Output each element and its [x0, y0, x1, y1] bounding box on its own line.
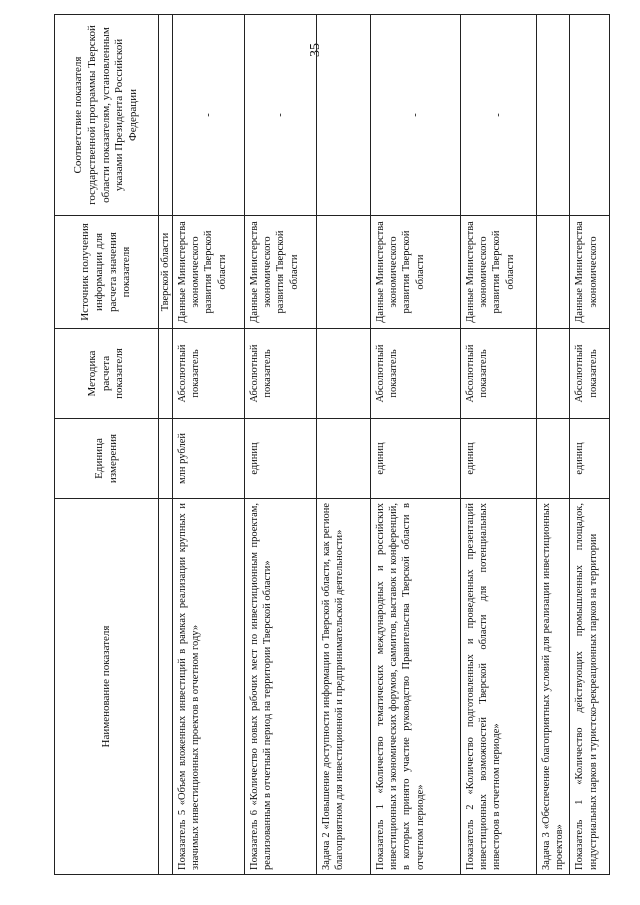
indicator-name: Показатель 1 «Количество действующих промышленных площадок, индустриальных парков и туристско-рекреационных парков на территории: [570, 499, 610, 875]
indicator-unit: млн рублей: [173, 419, 245, 499]
indicator-method: Абсолютный показатель: [371, 329, 461, 419]
header-source: Источник получения информации для расчета значения показателя: [55, 216, 159, 329]
indicator-match: -: [173, 15, 245, 216]
table-row: [159, 15, 173, 875]
indicator-source: Данные Министерства экономического развития Тверской области: [371, 216, 461, 329]
table-row: [245, 15, 317, 875]
table-row: [461, 15, 537, 875]
indicator-unit: единиц: [245, 419, 317, 499]
indicator-unit: единиц: [570, 419, 610, 499]
indicator-name: Показатель 1 «Количество тематических международных и российских инвестиционных и экономических форумов, саммитов, выставок и конференций, в которых принято участие руководство Правительства Тверской области в отчетном периоде»: [371, 499, 461, 875]
indicator-method: Абсолютный показатель: [461, 329, 537, 419]
header-name: Наименование показателя: [55, 499, 159, 875]
indicator-match: [570, 15, 610, 216]
indicator-match: -: [245, 15, 317, 216]
indicator-name: Показатель 2 «Количество подготовленных и проведенных презентаций инвестиционных возможностей Тверской области для потенциальных инвесторов в отчетном периоде»: [461, 499, 537, 875]
table-row: [537, 15, 570, 875]
source-fragment: Тверской области: [159, 216, 173, 329]
table-row: [317, 15, 371, 875]
indicator-match: -: [371, 15, 461, 216]
indicator-method: Абсолютный показатель: [245, 329, 317, 419]
indicator-unit: единиц: [461, 419, 537, 499]
indicator-method: Абсолютный показатель: [173, 329, 245, 419]
indicator-unit: единиц: [371, 419, 461, 499]
indicator-source: Данные Министерства экономического развития Тверской области: [245, 216, 317, 329]
header-method: Методика расчета показателя: [55, 329, 159, 419]
indicator-table: [54, 14, 610, 875]
header-unit: Единица измерения: [55, 419, 159, 499]
indicator-method: Абсолютный показатель: [570, 329, 610, 419]
page-number: 35: [308, 43, 323, 57]
table-row: [371, 15, 461, 875]
indicator-name: Показатель 5 «Объем вложенных инвестиций в рамках реализации крупных и значимых инвестиционных проектов в отчетном году»: [173, 499, 245, 875]
indicator-name: Показатель 6 «Количество новых рабочих мест по инвестиционным проектам, реализованным в отчетный период на территории Тверской области»: [245, 499, 317, 875]
indicator-source: Данные Министерства экономического развития Тверской области: [461, 216, 537, 329]
indicator-source: Данные Министерства экономического развития Тверской области: [173, 216, 245, 329]
task-title: Задача 2 «Повышение доступности информации о Тверской области, как регионе благоприятном для инвестиционной и предпринимательской деятельности»: [317, 499, 371, 875]
task-title: Задача 3 «Обеспечение благоприятных условий для реализации инвестиционных проектов»: [537, 499, 570, 875]
table-row: [570, 15, 610, 875]
table-header-row: [55, 15, 159, 875]
table-row: [173, 15, 245, 875]
indicator-match: -: [461, 15, 537, 216]
indicator-source: Данные Министерства экономического: [570, 216, 610, 329]
header-match: Соответствие показателя государственной программы Тверской области показателям, установленным указами Президента Российской Федерации: [55, 15, 159, 216]
